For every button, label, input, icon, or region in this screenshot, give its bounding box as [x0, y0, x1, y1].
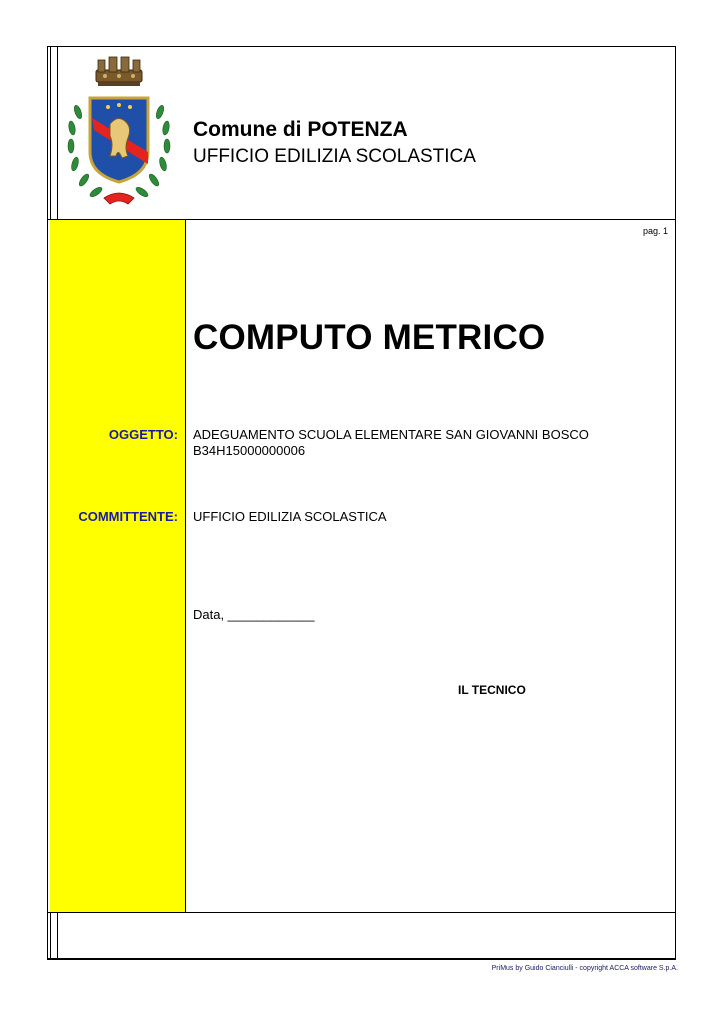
- page-number: pag. 1: [642, 226, 668, 236]
- crown-icon: [96, 57, 142, 86]
- software-footer: PriMus by Guido Cianciulli - copyright ACCA software S.p.A.: [491, 965, 678, 972]
- date-field: Data, ____________: [193, 607, 315, 622]
- oggetto-label: OGGETTO:: [108, 427, 178, 442]
- coat-of-arms-icon: [60, 52, 178, 212]
- body-bottom-divider: [47, 912, 676, 913]
- frame-left-rule: [57, 46, 58, 220]
- frame-left-rule-bottom: [57, 912, 58, 960]
- committente-label: COMMITTENTE:: [78, 509, 178, 524]
- committente-value: UFFICIO EDILIZIA SCOLASTICA: [193, 509, 387, 524]
- yellow-sidebar: [50, 220, 186, 912]
- municipality-name: Comune di POTENZA: [193, 118, 408, 141]
- document-title: COMPUTO METRICO: [193, 318, 546, 357]
- office-name: UFFICIO EDILIZIA SCOLASTICA: [193, 146, 476, 167]
- oggetto-value-line1: ADEGUAMENTO SCUOLA ELEMENTARE SAN GIOVANNI BOSCO: [193, 427, 589, 442]
- oggetto-value-line2: B34H15000000006: [193, 443, 306, 458]
- frame-bottom-double: [47, 958, 676, 960]
- signature-label: IL TECNICO: [458, 683, 526, 697]
